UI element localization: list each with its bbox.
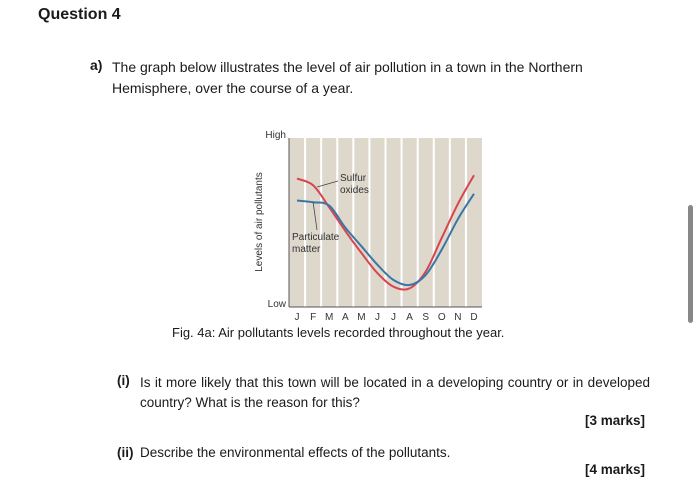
x-tick-label: D [470, 312, 478, 323]
x-tick-label: M [357, 312, 366, 323]
sulfur-oxides-label: Sulfur [340, 173, 367, 184]
x-tick-label: N [454, 312, 462, 323]
question-i-text: Is it more likely that this town will be located in a developing country or in developed country? What is the reason for this? [140, 375, 650, 410]
x-tick-label: S [422, 312, 430, 323]
x-tick-label: J [374, 312, 380, 323]
x-tick-label: M [325, 312, 334, 323]
x-tick-label: A [341, 312, 349, 323]
x-tick-label: J [294, 312, 300, 323]
x-tick-label: J [391, 312, 397, 323]
x-tick-label: F [310, 312, 317, 323]
question-i-label: (i) [117, 373, 130, 388]
particulate-matter-label: matter [292, 244, 321, 255]
x-tick-label: O [437, 312, 446, 323]
y-tick-label-low: Low [267, 299, 286, 310]
question-title: Question 4 [38, 6, 121, 23]
y-axis-label: Levels of air pollutants [254, 172, 265, 272]
question-ii-marks: [4 marks] [584, 462, 645, 477]
question-ii-label: (ii) [117, 445, 134, 460]
x-tick-label: A [406, 312, 413, 323]
scrollbar[interactable] [688, 205, 693, 323]
question-i-marks: [3 marks] [584, 413, 645, 428]
sulfur-oxides-label: oxides [340, 185, 369, 196]
particulate-matter-label: Particulate [292, 232, 340, 243]
part-a-text: The graph below illustrates the level of air pollution in a town in the Northern Hemisphere, over the course of a year. [112, 59, 583, 96]
question-ii-text: Describe the environmental effects of the pollutants. [140, 445, 451, 460]
y-tick-label-high: High [265, 130, 286, 141]
part-a-label: a) [90, 57, 103, 73]
figure-caption: Fig. 4a: Air pollutants levels recorded throughout the year. [172, 325, 505, 340]
